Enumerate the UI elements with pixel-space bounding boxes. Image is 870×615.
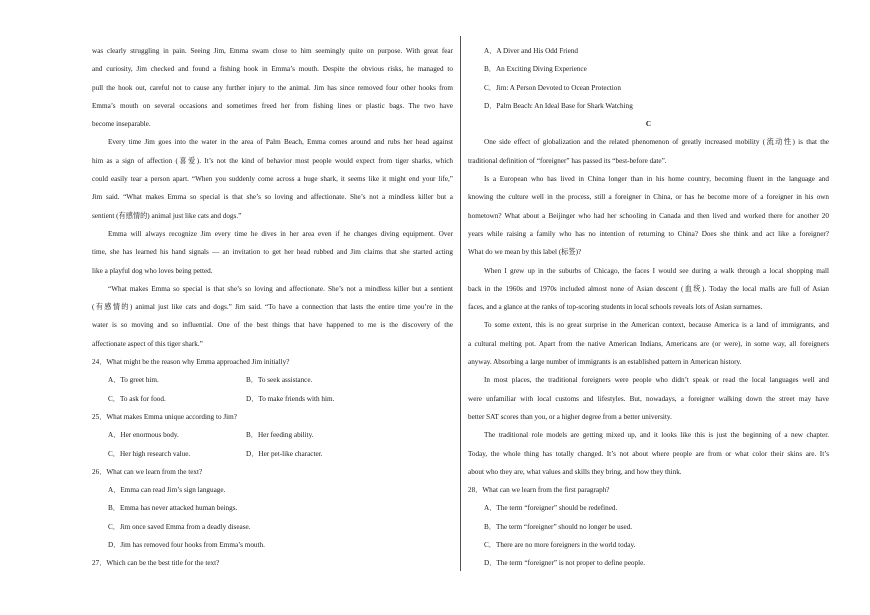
option-c: C．Jim: A Person Devoted to Ocean Protection	[484, 83, 621, 92]
paragraph	[468, 133, 829, 170]
question-26	[92, 463, 453, 554]
option-c: C．Her high research value.	[108, 449, 191, 458]
text-line: like a playful dog who loves being petted.	[92, 266, 213, 275]
option-d: D．Her pet-like character.	[246, 449, 323, 458]
text-line: affectionate aspect of this tiger shark.”	[92, 339, 203, 348]
text-line: time, she has learned his hand signals — an invitation to get her head rubbed and Jim claims that she started acting	[92, 248, 453, 257]
option-c: C．There are no more foreigners in the world today.	[484, 541, 636, 550]
column-divider	[460, 36, 461, 571]
option-d: D．To make friends with him.	[246, 394, 335, 403]
text-line: about who they are, what values and skills they bring, and how they think.	[468, 467, 682, 476]
text-line: What do we mean by this label (标签)?	[468, 248, 582, 257]
paragraph	[468, 262, 829, 317]
question-stem: 28．What can we learn from the first paragraph?	[468, 486, 610, 495]
section-heading: C	[645, 120, 652, 129]
text-line: When I grew up in the suburbs of Chicago, the faces I would see during a walk through a local shopping mall	[484, 266, 829, 275]
option-d: D．The term “foreigner” is not proper to define people.	[484, 559, 646, 568]
option-d: D．Palm Beach: An Ideal Base for Shark Watching	[484, 101, 633, 110]
text-line: become inseparable.	[92, 120, 151, 129]
option-a: A．A Diver and His Odd Friend	[484, 47, 579, 55]
text-line: Emma will always recognize Jim every time he dives in her area even if he changes diving equipment. Over	[108, 229, 453, 238]
text-line: him as a sign of affection (喜爱). It’s not the kind of behavior most people would expect from tiger sharks, which	[92, 156, 453, 165]
text-line: Is a European who has lived in China longer than in his home country, becoming fluent in the language and	[484, 175, 829, 184]
text-line: Jim said. “What makes Emma so special is that she’s so loving and affectionate. She’s not a mindless killer but a	[92, 193, 453, 202]
option-row	[92, 371, 453, 389]
text-line: better SAT scores than you, or a higher degree from a better university.	[468, 412, 672, 421]
text-line: could easily tear a person apart. “When you suddenly come across a huge shark, it seems like it might end your life,”	[92, 175, 453, 184]
paragraph	[468, 170, 829, 261]
paragraph	[92, 280, 453, 353]
text-line: Today, the whole thing has totally changed. It’s not about where people are from or what color their skins are. It’s	[468, 449, 829, 458]
option-b: B．The term “foreigner” should no longer be used.	[484, 522, 633, 531]
option-a: A．The term “foreigner” should be redefined.	[484, 504, 618, 513]
question-stem: 25．What makes Emma unique according to Jim?	[92, 412, 237, 421]
paragraph	[468, 371, 829, 426]
question-28	[468, 481, 829, 572]
text-line: traditional definition of “foreigner” has passed its “best-before date”.	[468, 156, 667, 165]
text-line: and curiosity, Jim checked and found a fishing hook in Emma’s mouth. Despite the obvious risks, he managed to	[92, 65, 453, 74]
text-line: sentient (有感情的) animal just like cats and dogs.”	[92, 211, 242, 220]
text-line: One side effect of globalization and the related phenomenon of greatly increased mobility (流动性) is that the	[484, 138, 829, 147]
paragraph	[92, 42, 453, 133]
text-line: “What makes Emma so special is that she’s so loving and affectionate. She’s not a mindless killer but a sentient	[108, 284, 453, 293]
option-a: A．To greet him.	[108, 376, 159, 385]
text-line: Emma’s mouth on several occasions and sometimes freed her from fishing lines or plastic bags. The two have	[92, 101, 453, 110]
option-row	[92, 426, 453, 444]
paragraph	[468, 316, 829, 371]
option-row	[92, 390, 453, 408]
paragraph	[92, 225, 453, 280]
option-b: B．To seek assistance.	[246, 376, 313, 385]
text-line: In most places, the traditional foreigners were people who didn’t speak or read the local languages well and	[484, 376, 829, 385]
option-row	[92, 445, 453, 463]
question-27	[92, 554, 453, 572]
text-line: The traditional role models are getting mixed up, and it looks like this is just the beginning of a new chapter.	[484, 431, 829, 440]
question-stem: 26．What can we learn from the text?	[92, 467, 203, 476]
left-column	[92, 42, 453, 573]
question-25	[92, 408, 453, 463]
question-stem: 27．Which can be the best title for the text?	[92, 559, 220, 568]
text-line: pull the hook out, careful not to cause any further injury to the animal. Jim has since removed four other hooks from	[92, 83, 453, 92]
right-column	[468, 42, 829, 573]
paragraph	[468, 426, 829, 481]
text-line: water is so moving and so influential. One of the best things that have happened to me is the discovery of the	[92, 321, 453, 330]
option-c: C．To ask for food.	[108, 394, 166, 403]
text-line: was clearly struggling in pain. Seeing Jim, Emma swam close to him seemingly quite on purpose. With great fear	[92, 47, 453, 55]
text-line: To some extent, this is no great surprise in the American context, because America is a land of immigrants, and	[484, 321, 829, 330]
question-27-options	[468, 42, 829, 115]
option-b: B．An Exciting Diving Experience	[484, 65, 587, 74]
text-line: were unfamiliar with local customs and lifestyles. But, nowadays, a foreigner walking down the street may have	[468, 394, 829, 403]
text-line: Every time Jim goes into the water in the area of Palm Beach, Emma comes around and rubs her head against	[108, 138, 453, 147]
option-a: A．Her enormous body.	[108, 431, 179, 440]
option-d: D．Jim has removed four hooks from Emma’s mouth.	[108, 541, 265, 550]
text-line: a cultural melting pot. Apart from the native American Indians, Americans are (or were), in some way, all foreigners	[468, 339, 829, 348]
text-line: knowing the culture well in the process, still a foreigner in China, or has he become more of a foreigner in his own	[468, 193, 829, 202]
option-b: B．Emma has never attacked human beings.	[108, 504, 238, 513]
text-line: years while raising a family who has no intention of returning to China? Does she think and act like a foreigner?	[468, 229, 829, 238]
question-24	[92, 353, 453, 408]
option-c: C．Jim once saved Emma from a deadly disease.	[108, 522, 251, 531]
text-line: hometown? What about a Beijinger who had her schooling in Canada and then lived and worked there for another 20	[468, 211, 829, 220]
text-line: (有感情的) animal just like cats and dogs.” Jim said. “To have a connection that lasts the entire time you’re in the	[92, 303, 453, 312]
question-stem: 24．What might be the reason why Emma approached Jim initially?	[92, 358, 290, 367]
text-line: anyway. Absorbing a large number of immigrants is an established pattern in American history.	[468, 358, 742, 367]
text-line: faces, and a glance at the ranks of top-scoring students in local schools reveals lots of Asian surnames.	[468, 303, 763, 312]
option-a: A．Emma can read Jim’s sign language.	[108, 486, 226, 495]
paragraph	[92, 133, 453, 224]
text-line: back in the 1960s and 1970s included almost none of Asian descent (血统). Today the local malls are full of Asian	[468, 284, 829, 293]
option-b: B．Her feeding ability.	[246, 431, 314, 440]
